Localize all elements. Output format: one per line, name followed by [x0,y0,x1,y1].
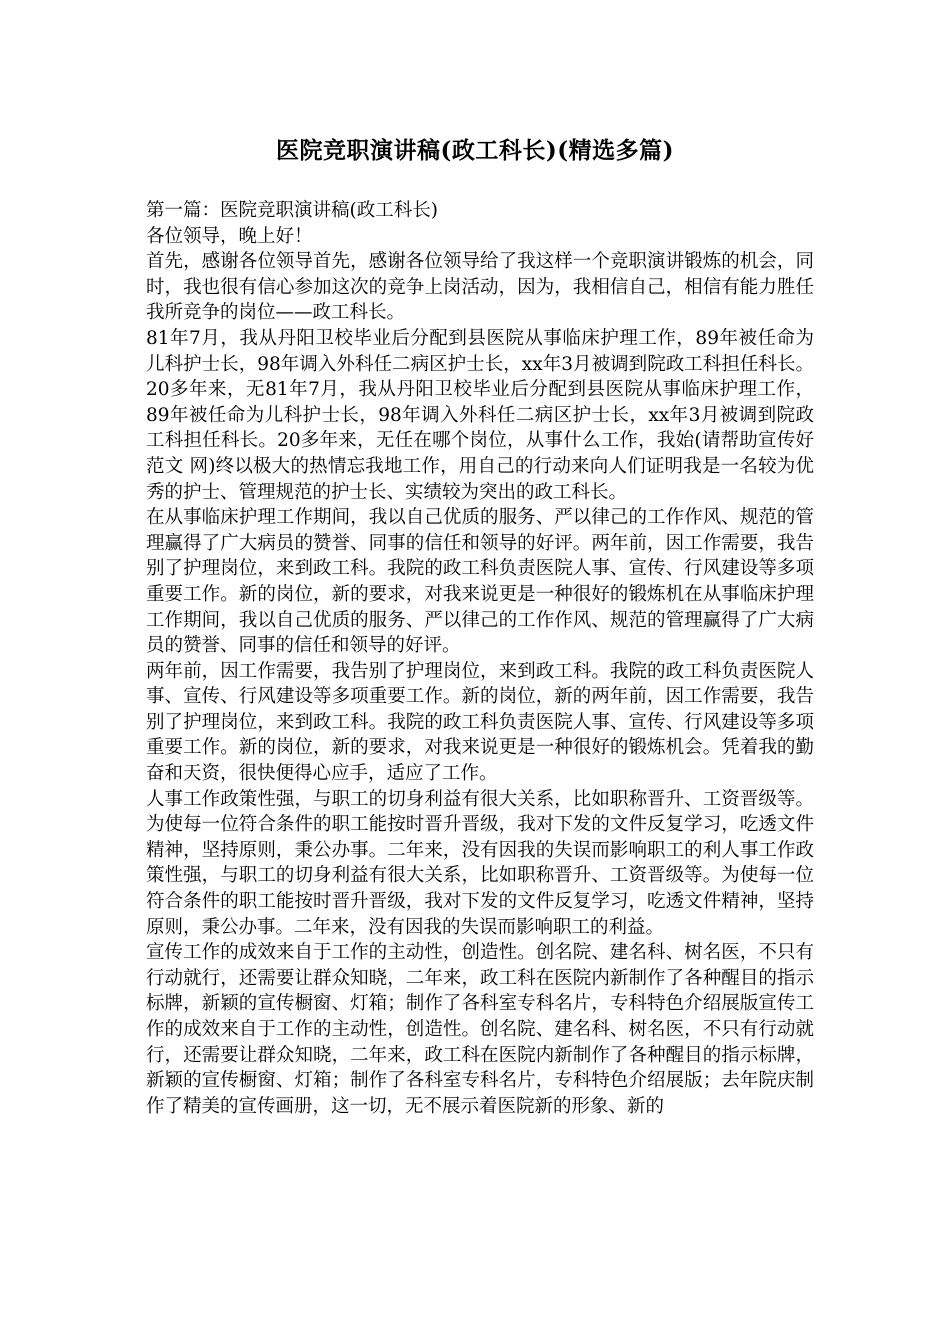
paragraph-publicity-work: 宣传工作的成效来自于工作的主动性，创造性。创名院、建名科、树名医，不只有行动就行，还需要让群众知晓，二年来，政工科在医院内新制作了各种醒目的指示标牌，新颖的宣传橱窗、灯箱；制作了各科室专科名片，专科特色介绍展版宣传工作的成效来自于工作的主动性，创造性。创名院、建名科、树名医，不只有行动就行，还需要让群众知晓，二年来，政工科在医院内新制作了各种醒目的指示标牌，新颖的宣传橱窗、灯箱；制作了各科室专科名片，专科特色介绍展版；去年院庆制作了精美的宣传画册，这一切，无不展示着医院新的形象、新的 [146,942,814,1117]
paragraph-nursing-work: 在从事临床护理工作期间，我以自己优质的服务、严以律己的工作作风、规范的管理赢得了广大病员的赞誉、同事的信任和领导的好评。两年前，因工作需要，我告别了护理岗位，来到政工科。我院的政工科负责医院人事、宣传、行风建设等多项重要工作。新的岗位，新的要求，对我来说更是一种很好的锻炼机在从事临床护理工作期间，我以自己优质的服务、严以律己的工作作风、规范的管理赢得了广大病员的赞誉、同事的信任和领导的好评。 [146,507,814,657]
document-body [146,198,814,1119]
paragraph-greeting: 各位领导，晚上好！ [146,225,313,247]
document-title: 医院竞职演讲稿(政工科长)(精选多篇) [275,137,675,164]
paragraph-chapter-heading: 第一篇：医院竞职演讲稿(政工科长) [146,200,438,221]
paragraph-new-position: 两年前，因工作需要，我告别了护理岗位，来到政工科。我院的政工科负责医院人事、宣传、行风建设等多项重要工作。新的岗位，新的两年前，因工作需要，我告别了护理岗位，来到政工科。我院的政工科负责医院人事、宣传、行风建设等多项重要工作。新的岗位，新的要求，对我来说更是一种很好的锻炼机会。凭着我的勤奋和天资，很快便得心应手，适应了工作。 [146,660,814,785]
paragraph-intro: 首先，感谢各位领导首先，感谢各位领导给了我这样一个竞职演讲锻炼的机会，同时，我也很有信心参加这次的竞争上岗活动，因为，我相信自己，相信有能力胜任我所竞争的岗位——政工科长。 [146,251,814,324]
paragraph-personnel-work: 人事工作政策性强，与职工的切身利益有很大关系，比如职称晋升、工资晋级等。为使每一位符合条件的职工能按时晋升晋级，我对下发的文件反复学习，吃透文件精神，坚持原则，秉公办事。二年来，没有因我的失误而影响职工的利人事工作政策性强，与职工的切身利益有很大关系，比如职称晋升、工资晋级等。为使每一位符合条件的职工能按时晋升晋级，我对下发的文件反复学习，吃透文件精神，坚持原则，秉公办事。二年来，没有因我的失误而影响职工的利益。 [146,788,814,938]
paragraph-career-history: 81年7月，我从丹阳卫校毕业后分配到县医院从事临床护理工作，89年被任命为儿科护士长，98年调入外科任二病区护士长，xx年3月被调到院政工科担任科长。20多年来，无81年7月，我从丹阳卫校毕业后分配到县医院从事临床护理工作，89年被任命为儿科护士长，98年调入外科任二病区护士长，xx年3月被调到院政工科担任科长。20多年来，无任在哪个岗位，从事什么工作，我始(请帮助宣传好范文 网)终以极大的热情忘我地工作，用自己的行动来向人们证明我是一名较为优秀的护士、管理规范的护士长、实绩较为突出的政工科长。 [146,327,814,503]
